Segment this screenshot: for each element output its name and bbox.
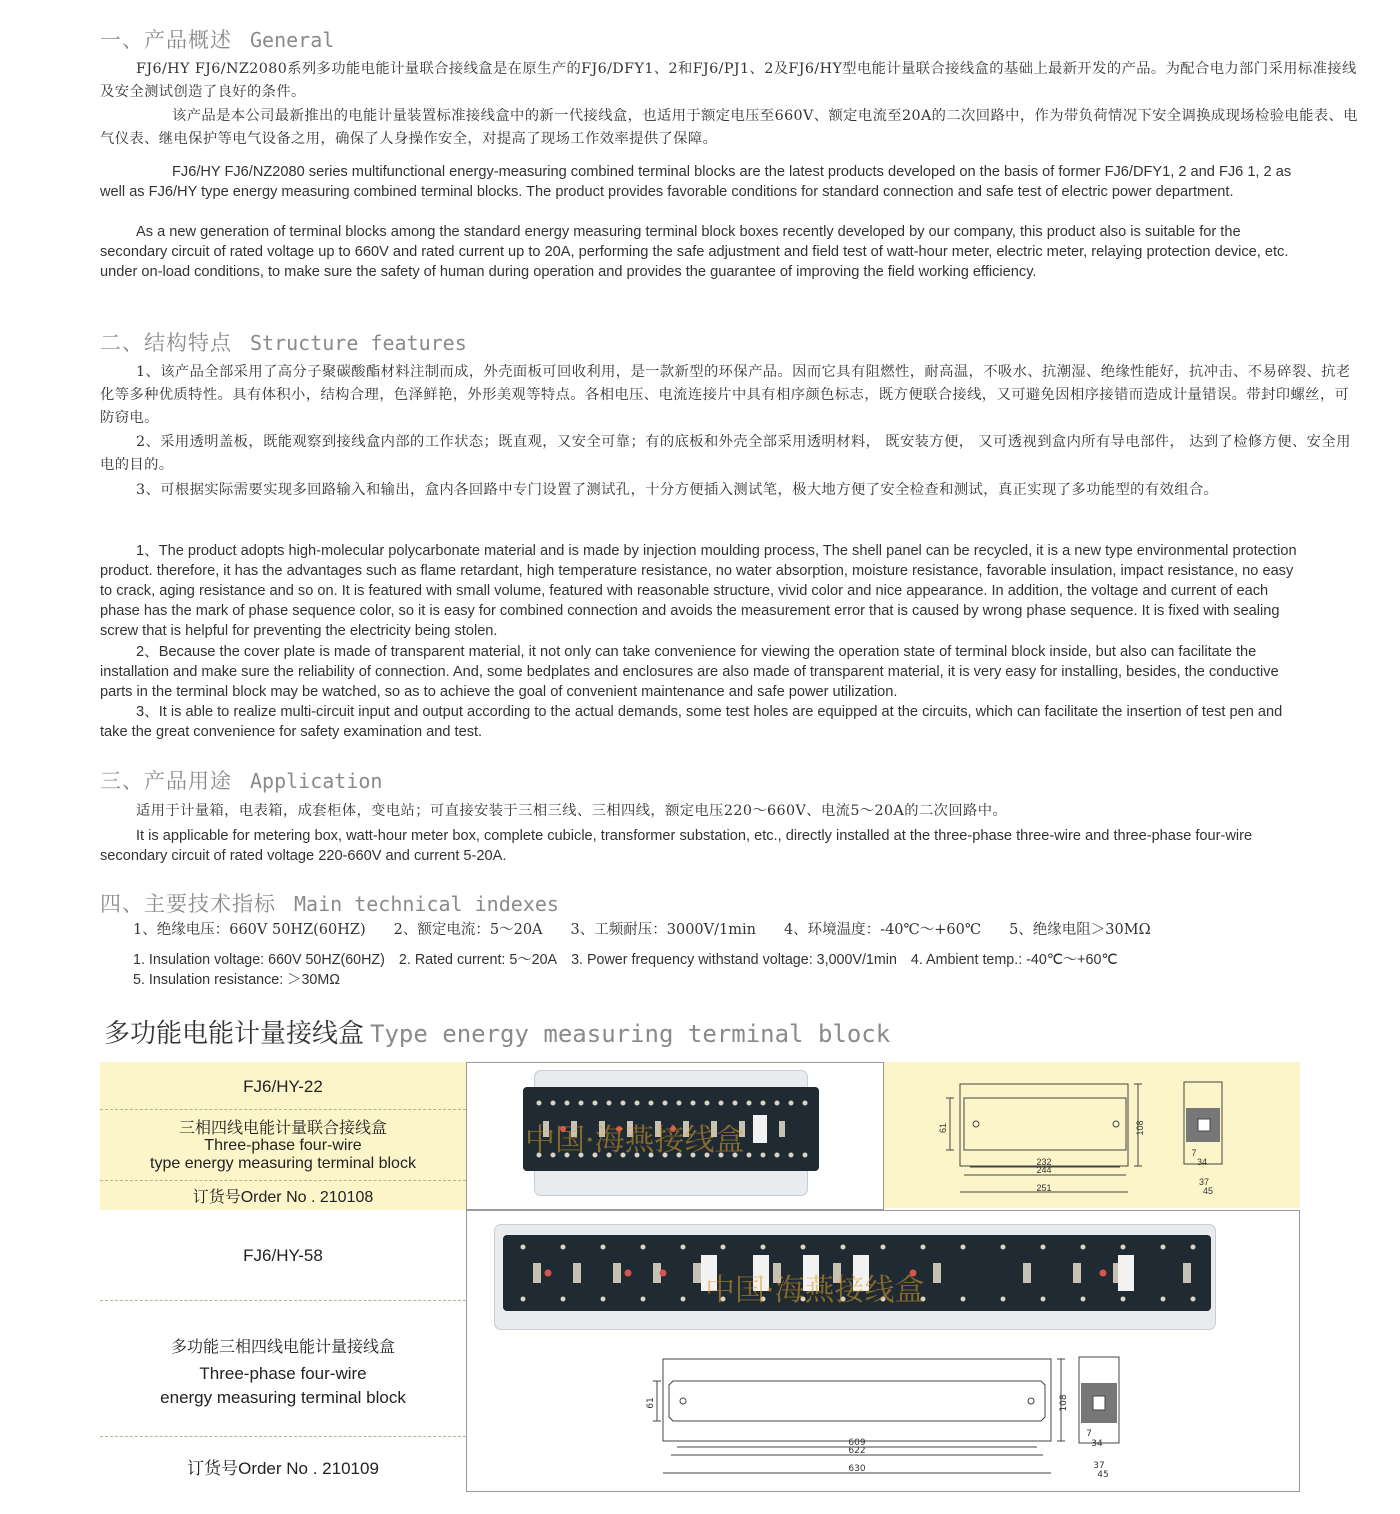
dim-630: 630: [848, 1464, 866, 1474]
dimension-drawing: [884, 1062, 1300, 1208]
index-en-5: 5. Insulation resistance: ＞30MΩ: [133, 972, 340, 988]
divider: [100, 1180, 466, 1181]
dim-37: 37: [1093, 1461, 1105, 1471]
index-zh-5: 5、绝缘电阻＞30MΩ: [1009, 922, 1151, 938]
dim-45: 45: [1202, 1186, 1214, 1196]
index-zh-1: 1、绝缘电压：660V 50HZ(60HZ): [133, 922, 366, 938]
product-row-hy58: [100, 1210, 1300, 1492]
dim-232: 232: [1036, 1157, 1052, 1167]
watermark: 中国·海燕接线盒: [705, 1273, 925, 1308]
section-title-structure: 二、结构特点 Structure features: [100, 331, 467, 355]
structure-en-item-2: 2、Because the cover plate is made of transparent material, it not only can take convenience for viewing the operation state of terminal block inside, but also can facilitate the installation and make sure the reliability of connection. And, some bedplates and enclosures are also made of transparent material, it is very easy for installing, besides, the conductive parts in the terminal block may be watched, so as to achieve the goal of convenient maintenance and safe power utilization.: [100, 644, 1279, 700]
product-name-en-1: Three-phase four-wire: [204, 1137, 362, 1154]
index-en-3: 3. Power frequency withstand voltage: 3,000V/1min: [571, 952, 897, 968]
general-en-paragraph-2: As a new generation of terminal blocks among the standard energy measuring terminal block boxes recently developed by our company, this product also is suitable for the secondary circuit of rated voltage up to 660V and rated current up to 20A, performing the safe adjustment and field test of watt-hour meter, electric meter, relaying protection device, etc. under on-load conditions, to make sure the safety of human during operation and provides the guarantee of improving the field working efficiency.: [100, 224, 1289, 280]
product-name-en-2: type energy measuring terminal block: [150, 1155, 416, 1172]
catalog-title: 多功能电能计量接线盒 Type energy measuring terminal block: [104, 1019, 891, 1049]
dimension-drawing-svg: [884, 1062, 1300, 1208]
indexes-zh-list: [133, 918, 1179, 939]
product-photo: [466, 1210, 1300, 1492]
product-model: FJ6/HY-22: [243, 1077, 323, 1096]
product-name-zh: 三相四线电能计量联合接线盒: [178, 1118, 387, 1137]
divider: [100, 1300, 466, 1301]
dim-34: 34: [1196, 1157, 1208, 1167]
section-title-general: 一、产品概述 General: [100, 28, 335, 52]
divider: [100, 1109, 466, 1110]
indexes-en-list: [133, 950, 1131, 990]
structure-en-item-3: 3、It is able to realize multi-circuit input and output according to the actual demands, some test holes are equipped at the circuits, which can facilitate the insertion of test pen and take the great convenience for safety examination and test.: [100, 704, 1283, 740]
dim-45: 45: [1097, 1470, 1109, 1480]
general-zh-paragraph-2: 该产品是本公司最新推出的电能计量装置标准接线盒中的新一代接线盒，也适用于额定电压至660V、额定电流至20A的二次回路中，作为带负荷情况下安全调换成现场检验电能表、电气仪表、继电保护等电气设备之用，确保了人身操作安全，对提高了现场工作效率提供了保障。: [100, 108, 1358, 147]
product-name-en-1: Three-phase four-wire: [199, 1364, 367, 1383]
application-zh: 适用于计量箱，电表箱，成套柜体，变电站；可直接安装于三相三线、三相四线，额定电压220～660V、电流5～20A的二次回路中。: [136, 803, 1008, 819]
dim-108: 108: [1135, 1120, 1145, 1136]
general-en-paragraph-1: FJ6/HY FJ6/NZ2080 series multifunctional energy-measuring combined terminal blocks are the latest products developed on the basis of former FJ6/DFY1, 2 and FJ6 1, 2 as well as FJ6/HY type energy measuring combined terminal blocks. The product provides favorable conditions for standard connection and safe test of electric power department.: [100, 164, 1292, 200]
product-photo: [466, 1062, 884, 1210]
product-name-en-2: energy measuring terminal block: [160, 1388, 406, 1407]
dim-37: 37: [1198, 1177, 1210, 1187]
structure-zh-item-1: 1、该产品全部采用了高分子聚碳酸酯材料注制而成，外壳面板可回收利用，是一款新型的环保产品。因而它具有阻燃性，耐高温，不吸水、抗潮湿、绝缘性能好，抗冲击、不易碎裂、抗老化等多种优质特性。具有体积小，结构合理，色泽鲜艳，外形美观等特点。各相电压、电流连接片中具有相序颜色标志，既方便联合接线，又可避免因相序接错而造成计量错误。带封印螺丝，可防窃电。: [100, 364, 1351, 426]
index-en-1: 1. Insulation voltage: 660V 50HZ(60HZ): [133, 952, 385, 968]
order-number: 订货号Order No . 210109: [187, 1459, 379, 1478]
dim-7: 7: [1086, 1429, 1092, 1439]
product-name-zh: 多功能三相四线电能计量接线盒: [170, 1337, 395, 1356]
structure-zh-item-3: 3、可根据实际需要实现多回路输入和输出，盒内各回路中专门设置了测试孔，十分方便插入测试笔，极大地方便了安全检查和测试，真正实现了多功能型的有效组合。: [136, 482, 1219, 498]
index-en-4: 4. Ambient temp.: -40℃～+60℃: [910, 952, 1118, 968]
dim-251: 251: [1036, 1183, 1052, 1193]
dim-61: 61: [938, 1122, 948, 1134]
application-en: It is applicable for metering box, watt-hour meter box, complete cubicle, transformer substation, etc., directly installed at the three-phase three-wire and three-phase four-wire secondary circuit of rated voltage 220-660V and current 5-20A.: [100, 828, 1253, 864]
product-row-hy22: [100, 1062, 1300, 1210]
dim-622: 622: [848, 1446, 866, 1456]
watermark: 中国·海燕接线盒: [525, 1123, 745, 1158]
index-en-2: 2. Rated current: 5～20A: [398, 952, 558, 968]
dimension-drawing-svg: [617, 1341, 1137, 1491]
structure-en-item-1: 1、The product adopts high-molecular polycarbonate material and is made by injection moulding process, The shell panel can be recycled, it is a new type environmental protection product. therefore, it has the advantages such as flame retardant, high temperature resistance, no water absorption, moisture resistance, favorable insulation, impact resistance, no easy to crack, aging resistance and so on. It is featured with small volume, featured with reasonable structure, vivid color and nice appearance. In addition, the voltage and current of each phase has the mark of phase sequence color, so it is easy for combined connection and avoids the measurement error that is caused by wrong phase sequence. It is fixed with sealing screw that is helpful for preventing the electricity being stolen.: [100, 543, 1297, 639]
dim-609: 609: [848, 1438, 866, 1448]
dim-7: 7: [1191, 1148, 1197, 1158]
index-zh-2: 2、额定电流：5～20A: [393, 922, 543, 938]
section-title-indexes: 四、主要技术指标 Main technical indexes: [100, 892, 559, 916]
order-number: 订货号Order No . 210108: [192, 1189, 374, 1206]
structure-zh-item-2: 2、采用透明盖板，既能观察到接线盒内部的工作状态；既直观，又安全可靠；有的底板和外壳全部采用透明材料， 既安装方便， 又可透视到盒内所有导电部件， 达到了检修方便、安全用电的目的。: [100, 434, 1351, 473]
section-title-application: 三、产品用途 Application: [100, 769, 383, 793]
general-zh-paragraph-1: FJ6/HY FJ6/NZ2080系列多功能电能计量联合接线盒是在原生产的FJ6/DFY1、2和FJ6/PJ1、2及FJ6/HY型电能计量联合接线盒的基础上最新开发的产品。为配合电力部门采用标准接线及安全测试创造了良好的条件。: [100, 61, 1357, 100]
dim-34: 34: [1091, 1439, 1103, 1449]
dim-61: 61: [646, 1397, 656, 1409]
divider: [100, 1436, 466, 1437]
dim-108: 108: [1059, 1394, 1069, 1412]
index-zh-4: 4、环境温度：-40℃～+60℃: [783, 922, 982, 938]
index-zh-3: 3、工频耐压：3000V/1min: [570, 922, 756, 938]
product-model: FJ6/HY-58: [243, 1246, 323, 1265]
dim-244: 244: [1036, 1165, 1052, 1175]
